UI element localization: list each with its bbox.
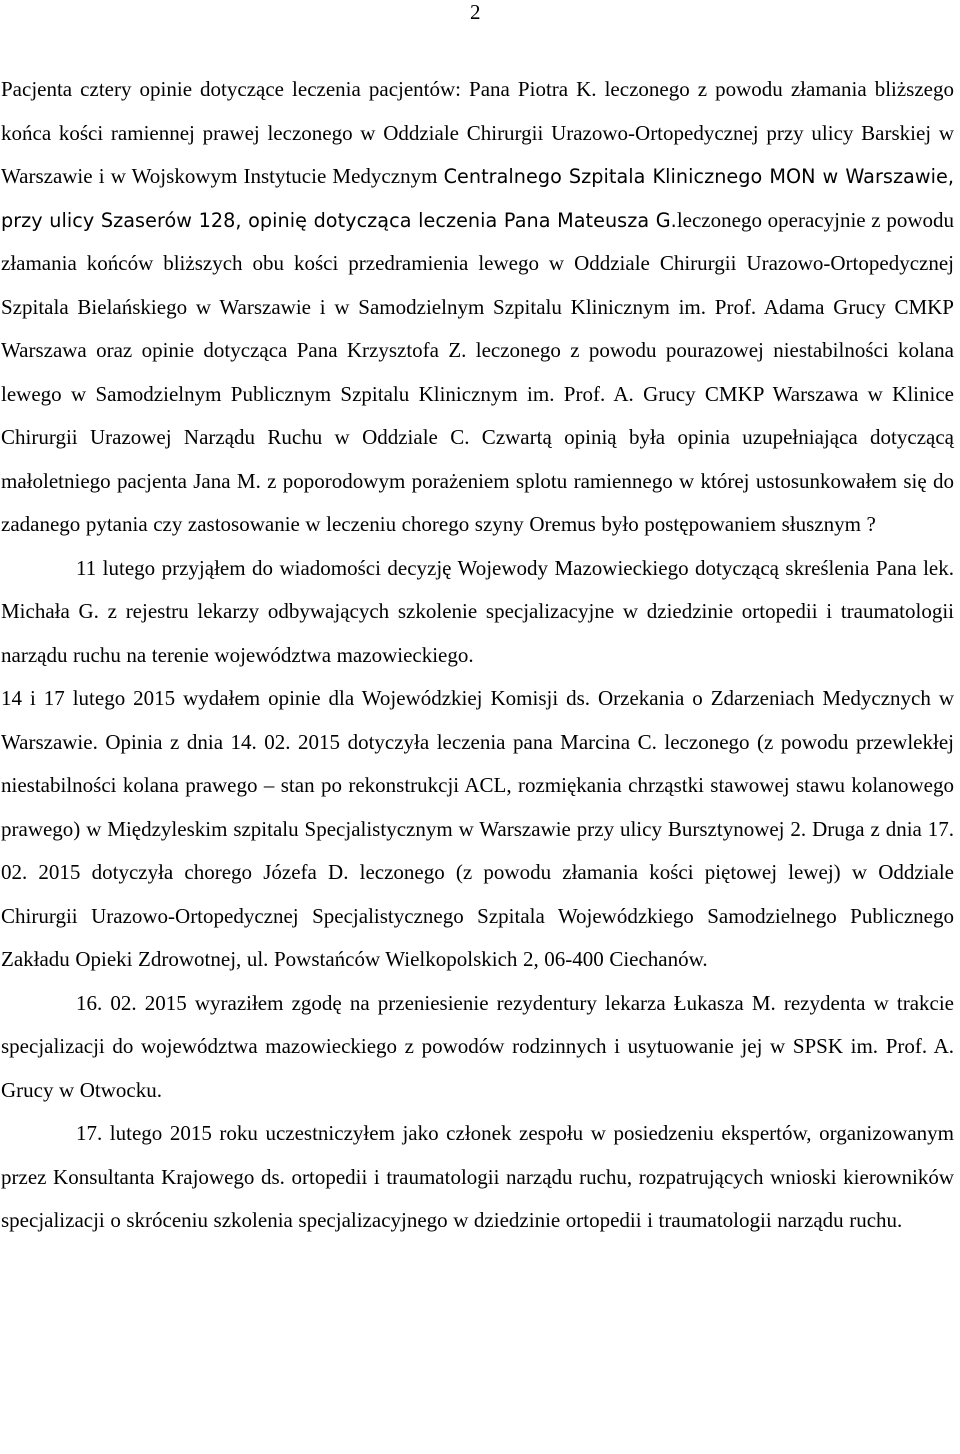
- paragraph-opinions-part-1: Pacjenta cztery opinie dotyczące leczenia pacjentów: Pana Piotra K. leczonego z powodu złamania bliższego końca kości ramiennej prawej leczonego w Oddziale Chirurgii Urazowo-Ortopedycznej przy ulicy Barskiej w Warszawie i w Wojskowym Instytucie Medycznym: [1, 77, 954, 188]
- paragraph-opinions-part-3: leczonego operacyjnie z powodu złamania końców bliższych obu kości przedramienia lewego w Oddziale Chirurgii Urazowo-Ortopedycznej Szpitala Bielańskiego w Warszawie i w Samodzielnym Szpitalu Klinicznym im. Prof. Adama Grucy CMKP Warszawa oraz opinie dotycząca Pana Krzysztofa Z. leczonego z powodu pourazowej niestabilności kolana lewego w Samodzielnym Publicznym Szpitalu Klinicznym im. Prof. A. Grucy CMKP Warszawa w Klinice Chirurgii Urazowej Narządu Ruchu w Oddziale C. Czwartą opinią była opinia uzupełniająca dotyczącą małoletniego pacjenta Jana M. z poporodowym porażeniem splotu ramiennego w której ustosunkowałem się do zadanego pytania czy zastosowanie w leczeniu chorego szyny Oremus było postępowaniem słusznym ?: [1, 207, 954, 536]
- page-number: 2: [470, 0, 481, 24]
- paragraph-opinions: [1, 68, 954, 547]
- paragraph-february-17: 17. lutego 2015 roku uczestniczyłem jako członek zespołu w posiedzeniu ekspertów, organizowanym przez Konsultanta Krajowego ds. ortopedii i traumatologii narządu ruchu, rozpatrujących wnioski kierowników specjalizacji o skróceniu szkolenia specjalizacyjnego w dziedzinie ortopedii i traumatologii narządu ruchu.: [1, 1121, 954, 1232]
- paragraph-february-14-17: 14 i 17 lutego 2015 wydałem opinie dla Wojewódzkiej Komisji ds. Orzekania o Zdarzeniach Medycznych w Warszawie. Opinia z dnia 14. 02. 2015 dotyczyła leczenia pana Marcina C. leczonego (z powodu przewlekłej niestabilności kolana prawego – stan po rekonstrukcji ACL, rozmiękania chrząstki stawowej stawu kolanowego prawego) w Międzyleskim szpitalu Specjalistycznym w Warszawie przy ulicy Bursztynowej 2. Druga z dnia 17. 02. 2015 dotyczyła chorego Józefa D. leczonego (z powodu złamania kości piętowej lewej) w Oddziale Chirurgii Urazowo-Ortopedycznej Specjalistycznego Szpitala Wojewódzkiego Samodzielnego Publicznego Zakładu Opieki Zdrowotnej, ul. Powstańców Wielkopolskich 2, 06-400 Ciechanów.: [1, 686, 954, 971]
- paragraph-february-11: 11 lutego przyjąłem do wiadomości decyzję Wojewody Mazowieckiego dotyczącą skreślenia Pana lek. Michała G. z rejestru lekarzy odbywających szkolenie specjalizacyjne w dziedzinie ortopedii i traumatologii narządu ruchu na terenie województwa mazowieckiego.: [1, 555, 954, 667]
- paragraph-opinions-part-2: Centralnego Szpitala Klinicznego MON w Warszawie, przy ulicy Szaserów 128, opinię dotycząca leczenia Pana Mateusza G.: [1, 165, 954, 232]
- document-body: [1, 68, 954, 1243]
- paragraph-february-16: 16. 02. 2015 wyraziłem zgodę na przeniesienie rezydentury lekarza Łukasza M. rezydenta w trakcie specjalizacji do województwa mazowieckiego z powodów rodzinnych i usytuowanie jej w SPSK im. Prof. A. Grucy w Otwocku.: [1, 990, 954, 1102]
